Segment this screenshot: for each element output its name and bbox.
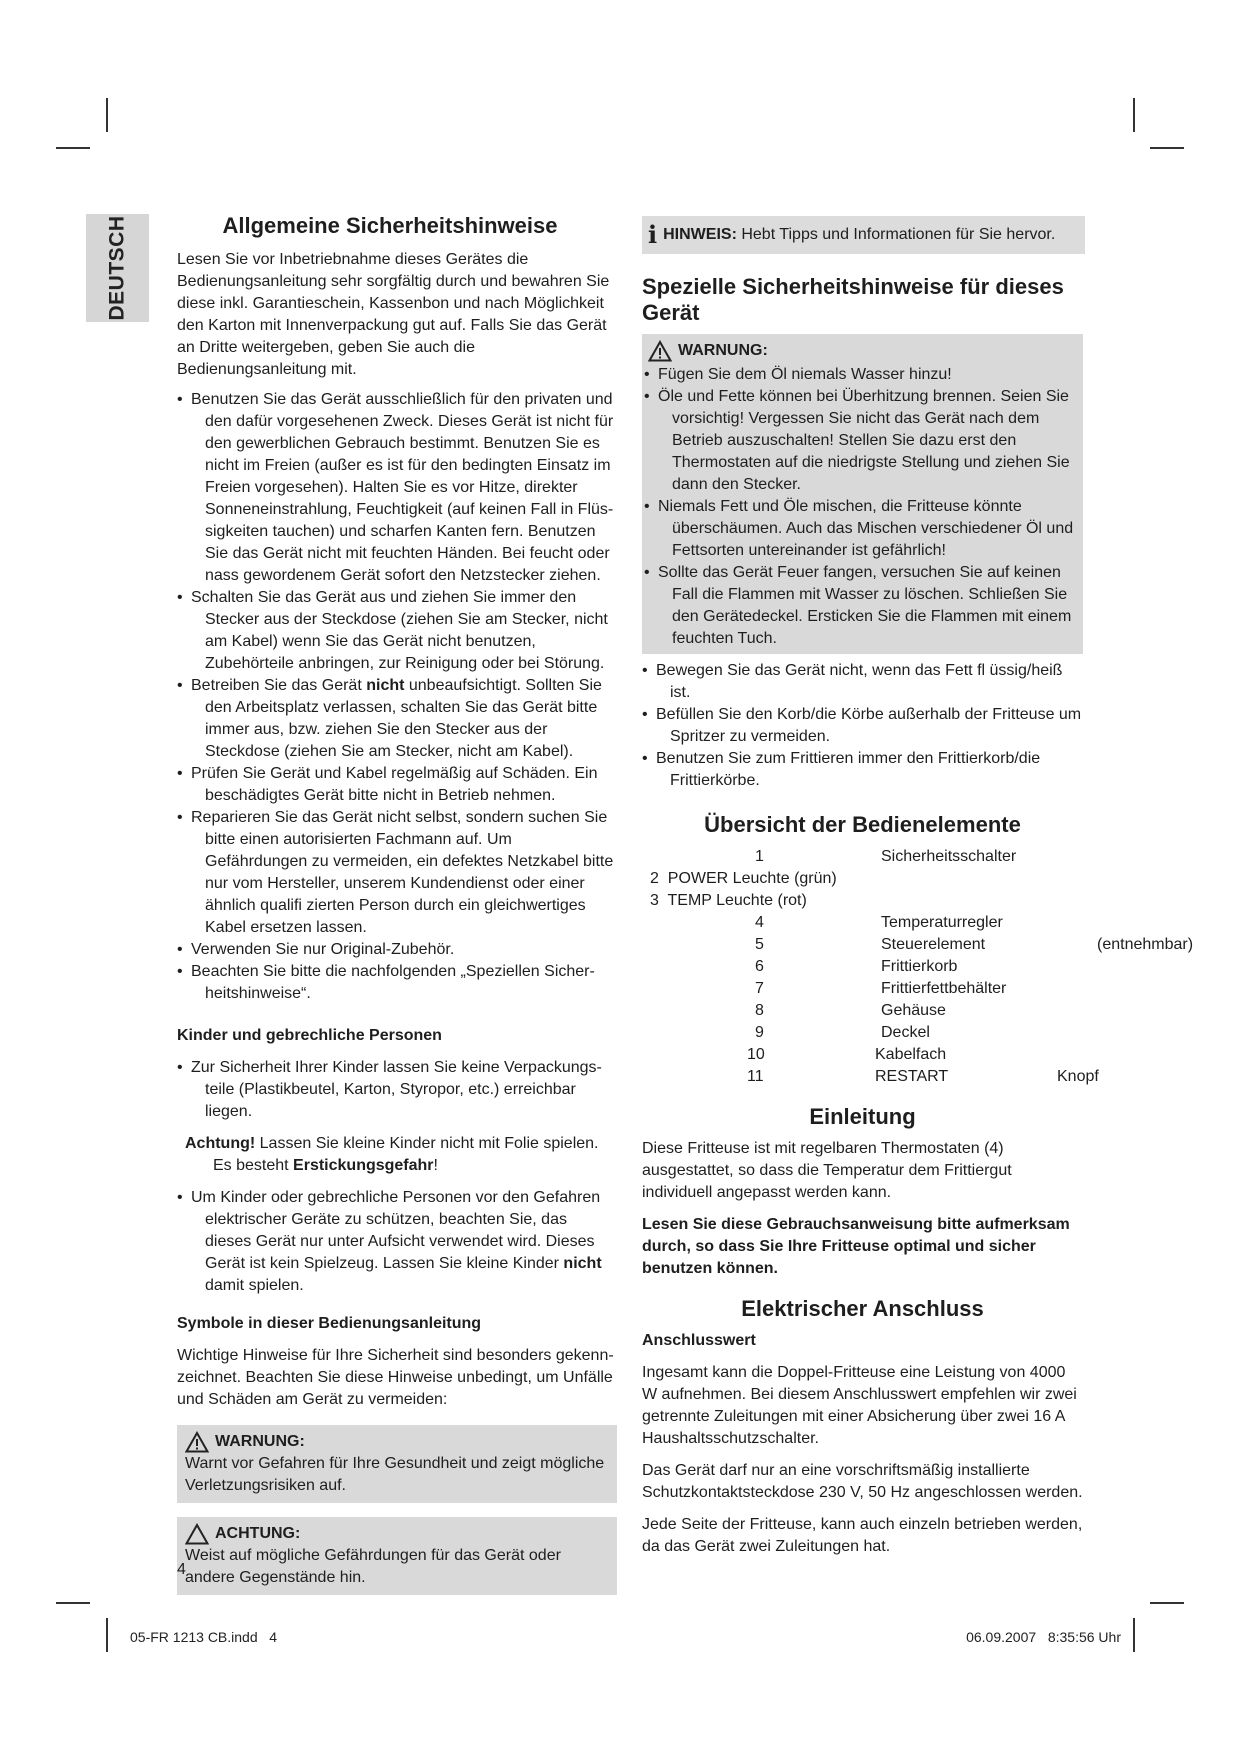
intro-paragraph: Lesen Sie vor Inbetriebnahme dieses Gerätes die Bedienungsanleitung sehr sorgfältig durch und bewahren Sie diese inkl. Garantieschein, Kassenbon und nach Möglichkeit den Karton mit Innenverpackung gut auf. Falls Sie das Gerät an Dritte weitergeben, geben Sie auch die Bedienungsanleitung mit. xyxy=(177,251,610,378)
info-icon: i xyxy=(648,220,658,249)
list-item: • Fügen Sie dem Öl niemals Wasser hinzu! xyxy=(644,364,1075,386)
list-item: • Beachten Sie bitte die nachfolgenden „Speziellen Sicherheitshinweise“. xyxy=(177,961,617,1005)
overview-list xyxy=(642,846,1194,1088)
list-item: • Schalten Sie das Gerät aus und ziehen Sie immer den Stecker aus der Steckdose (ziehen Sie am Stecker, nicht am Kabel) wenn Sie das Gerät nicht benutzen, Zubehörteile anbringen, zur Reinigung oder bei Störung. xyxy=(177,587,617,675)
warning-box-title: WARNUNG: xyxy=(215,1433,305,1450)
warning-triangle-icon xyxy=(648,340,672,362)
item-number: 5 xyxy=(755,936,764,953)
symbols-paragraph: Wichtige Hinweise für Ihre Sicherheit sind besonders gekennzeichnet. Beachten Sie diese Hinweise unbedingt, um Unfälle und Schäden am Gerät zu vermeiden: xyxy=(177,1347,614,1408)
item-label: Temperaturregler xyxy=(881,914,1003,931)
list-item xyxy=(642,868,1083,890)
list-item xyxy=(642,1044,1083,1066)
list-item: • Benutzen Sie das Gerät ausschließlich für den privaten und den dafür vorgesehenen Zweck. Dieses Gerät ist nicht für den gewerblichen Gebrauch bestimmt. Benutzen Sie es nicht im Freien (außer es ist für den bedingten Einsatz im Freien vorgesehen). Halten Sie es vor Hitze, direkter Sonneneinstrahlung, Feuchtigkeit (auf keinen Fall in Flüssigkeiten tauchen) und scharfen Kanten fern. Benutzen Sie das Gerät nicht mit feuchten Händen. Bei feucht oder nass gewordenem Gerät sofort den Netzstecker ziehen. xyxy=(177,389,617,587)
item-label: 2 POWER Leuchte (grün) xyxy=(650,870,837,887)
crop-mark xyxy=(56,1602,90,1604)
connection-paragraph-3: Jede Seite der Fritteuse, kann auch einzeln betrieben werden, da das Gerät zwei Zuleitungen hat. xyxy=(642,1516,1083,1555)
list-item: • Verwenden Sie nur Original-Zubehör. xyxy=(177,939,617,961)
footer-file: 05-FR 1213 CB.indd 4 xyxy=(130,1629,278,1645)
achtung-label: Achtung! xyxy=(185,1135,256,1152)
general-safety-title: Allgemeine Sicherheitshinweise xyxy=(222,213,558,238)
electrical-title: Elektrischer Anschluss xyxy=(741,1296,984,1321)
crop-mark xyxy=(1150,147,1184,149)
special-warning-list xyxy=(644,364,1075,650)
list-item xyxy=(642,978,1083,1000)
hint-label: HINWEIS: xyxy=(663,226,737,243)
list-item: • Benutzen Sie zum Frittieren immer den Frittierkorb/die Frittierkörbe. xyxy=(642,748,1083,792)
special-warning-box xyxy=(642,334,1083,654)
children-list xyxy=(177,1057,617,1123)
item-label: Sicherheitsschalter xyxy=(881,848,1017,865)
warning-triangle-icon xyxy=(185,1431,209,1453)
list-item xyxy=(642,934,1194,956)
crop-mark xyxy=(56,147,90,149)
item-number: 11 xyxy=(747,1068,764,1085)
caution-box-header xyxy=(185,1523,609,1545)
list-item xyxy=(642,846,1083,868)
list-item-text: damit spielen. xyxy=(205,1277,304,1294)
list-item-text: unbeaufsichtigt. Sollten Sie den Arbeitsplatz verlassen, schalten Sie das Gerät bitte immer aus, bzw. ziehen Sie den Stecker aus der Steckdose (ziehen Sie am Stecker, nicht am Kabel). xyxy=(205,677,602,760)
list-item-text: Um Kinder oder gebrechliche Personen vor den Gefahren elektrischer Geräte zu schützen, beachten Sie, das dieses Gerät nur unter Aufsicht verwendet wird. Dieses Gerät ist kein Spielzeug. Lassen Sie kleine Kinder xyxy=(191,1189,601,1272)
list-item: • Öle und Fette können bei Überhitzung brennen. Seien Sie vorsichtig! Vergessen Sie nicht das Gerät nach dem Betrieb auszuschalten! Stellen Sie dazu erst den Thermostaten auf die niedrigste Stellung und ziehen Sie dann den Stecker. xyxy=(644,386,1075,496)
list-item: • Sollte das Gerät Feuer fangen, versuchen Sie auf keinen Fall die Flammen mit Wasser zu löschen. Schließen Sie den Gerätedeckel. Ersticken Sie die Flammen mit einem feuchten Tuch. xyxy=(644,562,1075,650)
item-number: 4 xyxy=(755,914,764,931)
item-extra: (entnehmbar) xyxy=(1097,936,1194,953)
special-warning-title: WARNUNG: xyxy=(678,342,768,359)
connection-heading: Anschlusswert xyxy=(642,1332,756,1349)
caution-triangle-icon xyxy=(185,1523,209,1545)
footer-date: 06.09.2007 8:35:56 Uhr xyxy=(966,1629,1121,1645)
list-item: • Bewegen Sie das Gerät nicht, wenn das Fett fl üssig/heiß ist. xyxy=(642,660,1083,704)
caution-box xyxy=(177,1517,617,1595)
caution-box-title: ACHTUNG: xyxy=(215,1525,301,1542)
warning-box xyxy=(177,1425,617,1503)
connection-paragraph-2: Das Gerät darf nur an eine vorschriftsmäßig installierte Schutzkontaktsteckdose 230 V, 50 Hz angeschlossen werden. xyxy=(642,1462,1083,1501)
item-label: Frittierkorb xyxy=(881,958,958,975)
list-item: • Niemals Fett und Öle mischen, die Fritteuse könnte überschäumen. Auch das Mischen verschiedener Öl und Fettsorten untereinander ist gefährlich! xyxy=(644,496,1075,562)
item-label: Kabelfach xyxy=(875,1046,947,1063)
warning-box-text: Warnt vor Gefahren für Ihre Gesundheit und zeigt mögliche Verletzungsrisiken auf. xyxy=(185,1455,605,1494)
emphasis: nicht xyxy=(366,677,405,694)
introduction-paragraph: Diese Fritteuse ist mit regelbaren Thermostaten (4) ausgestattet, so dass die Temperatur dem Frittiergut individuell angepasst werden kann. xyxy=(642,1140,1012,1201)
item-number: 7 xyxy=(755,980,764,997)
introduction-title: Einleitung xyxy=(809,1104,916,1129)
list-item: • Zur Sicherheit Ihrer Kinder lassen Sie keine Verpackungsteile (Plastikbeutel, Karton, Styropor, etc.) erreichbar liegen. xyxy=(177,1057,617,1123)
children-heading: Kinder und gebrechliche Personen xyxy=(177,1027,442,1044)
item-number: 1 xyxy=(755,848,764,865)
item-label: Gehäuse xyxy=(881,1002,946,1019)
list-item-text: Betreiben Sie das Gerät xyxy=(191,677,367,694)
connection-paragraph-1: Ingesamt kann die Doppel-Fritteuse eine Leistung von 4000 W aufnehmen. Bei diesem Anschlusswert empfehlen wir zwei getrennte Zuleitungen mit einer Absicherung über zwei 16 A Haushaltsschutzschalter. xyxy=(642,1364,1077,1447)
crop-mark xyxy=(1133,98,1135,132)
symbols-heading: Symbole in dieser Bedienungsanleitung xyxy=(177,1315,482,1332)
list-item xyxy=(642,912,1083,934)
warning-box-header xyxy=(185,1431,609,1453)
crop-mark xyxy=(106,98,108,132)
list-item: • Reparieren Sie das Gerät nicht selbst, sondern suchen Sie bitte einen autorisierten Fachmann auf. Um Gefährdungen zu vermeiden, ein defektes Netzkabel bitte nur vom Hersteller, unserem Kundendienst oder einer ähnlich qualifi zierten Person durch ein gleichwertiges Kabel ersetzen lassen. xyxy=(177,807,617,939)
right-column xyxy=(642,216,1194,1558)
hint-bar xyxy=(642,216,1085,254)
item-label: Frittierfettbehälter xyxy=(881,980,1007,997)
list-item xyxy=(642,890,1083,912)
list-item: • Prüfen Sie Gerät und Kabel regelmäßig auf Schäden. Ein beschädigtes Gerät bitte nicht in Betrieb nehmen. xyxy=(177,763,617,807)
language-tab xyxy=(86,214,149,322)
emphasis: Erstickungsgefahr xyxy=(293,1157,434,1174)
item-number: 6 xyxy=(755,958,764,975)
achtung-note xyxy=(185,1133,617,1177)
crop-mark xyxy=(1133,1618,1135,1652)
list-item xyxy=(642,1022,1083,1044)
item-label: Steuerelement xyxy=(881,936,986,953)
list-item xyxy=(177,1187,617,1297)
special-safety-title: Spezielle Sicherheitshinweise für dieses Gerät xyxy=(642,274,1064,325)
language-tab-label: DEUTSCH xyxy=(105,215,129,321)
item-label: 3 TEMP Leuchte (rot) xyxy=(650,892,807,909)
left-column xyxy=(177,213,617,1595)
emphasis: nicht xyxy=(563,1255,602,1272)
crop-mark xyxy=(106,1618,108,1652)
list-item xyxy=(642,1066,1099,1088)
safety-list xyxy=(177,389,617,1005)
item-label: Deckel xyxy=(881,1024,930,1041)
overview-title: Übersicht der Bedienelemente xyxy=(704,812,1021,837)
introduction-bold-paragraph: Lesen Sie diese Gebrauchsanweisung bitte aufmerksam durch, so dass Sie Ihre Fritteuse optimal und sicher benutzen können. xyxy=(642,1216,1070,1277)
list-item xyxy=(642,956,1083,978)
item-number: 10 xyxy=(747,1046,765,1063)
achtung-text: ! xyxy=(433,1157,438,1174)
item-number: 9 xyxy=(755,1024,764,1041)
hint-text: Hebt Tipps und Informationen für Sie hervor. xyxy=(736,226,1056,243)
item-label: RESTART xyxy=(875,1068,949,1085)
list-item xyxy=(642,1000,1083,1022)
item-extra: Knopf xyxy=(1057,1068,1099,1085)
caution-box-text: Weist auf mögliche Gefährdungen für das Gerät oder andere Gegenstände hin. xyxy=(185,1547,561,1586)
children-list-2 xyxy=(177,1187,617,1297)
special-warning-header xyxy=(644,340,1075,362)
item-number: 8 xyxy=(755,1002,764,1019)
special-list xyxy=(642,660,1083,792)
list-item xyxy=(177,675,617,763)
achtung-text: Lassen Sie kleine Kinder nicht mit Folie spielen. Es besteht xyxy=(213,1135,599,1174)
page-number: 4 xyxy=(177,1561,186,1578)
list-item: • Befüllen Sie den Korb/die Körbe außerhalb der Fritteuse um Spritzer zu vermeiden. xyxy=(642,704,1083,748)
crop-mark xyxy=(1150,1602,1184,1604)
